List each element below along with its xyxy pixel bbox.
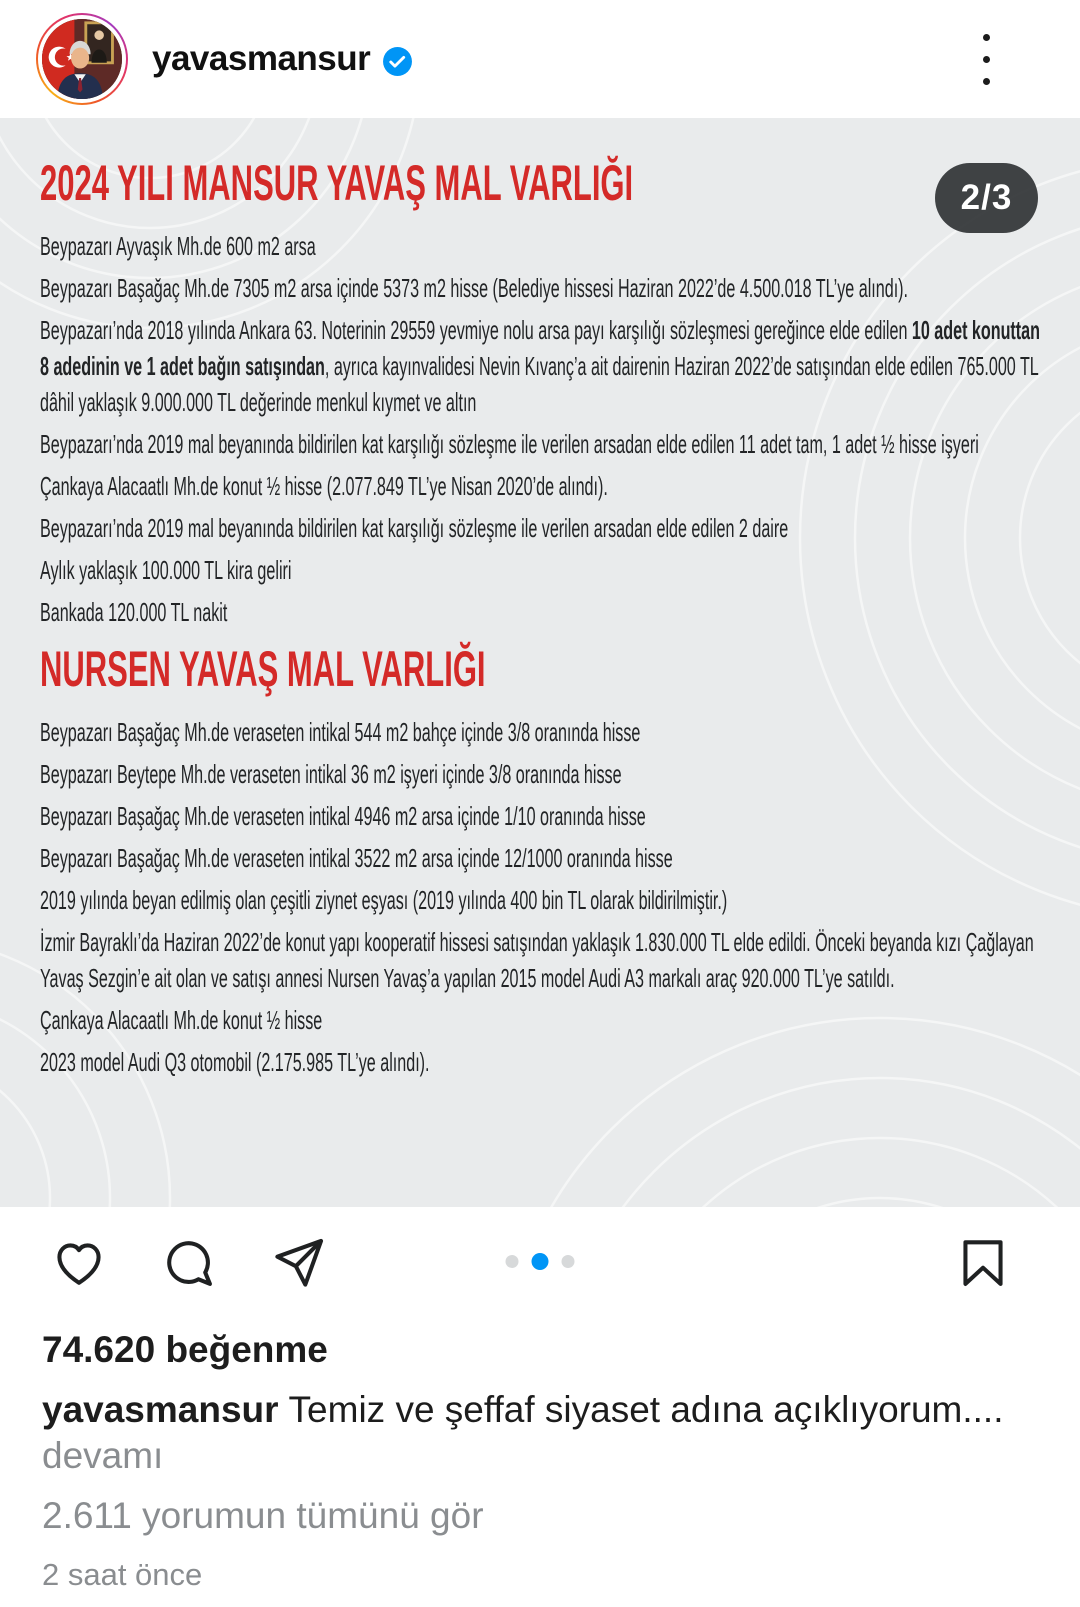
asset-line: Beypazarı Başağaç Mh.de 7305 m2 arsa içinde 5373 m2 hisse (Belediye hissesi Haziran 2022’de 4.500.018 TL’ye alındı). bbox=[40, 273, 909, 303]
carousel-dot-active bbox=[532, 1253, 549, 1270]
asset-line: Beypazarı Ayvaşık Mh.de 600 m2 arsa bbox=[40, 231, 316, 261]
asset-line: Beypazarı Başağaç Mh.de veraseten intikal 3522 m2 arsa içinde 12/1000 oranında hisse bbox=[40, 843, 673, 873]
asset-line: Çankaya Alacaatlı Mh.de konut ½ hisse (2.077.849 TL’ye Nisan 2020’de alındı). bbox=[40, 471, 608, 501]
username[interactable]: yavasmansur bbox=[152, 39, 371, 78]
comment-icon[interactable] bbox=[162, 1236, 216, 1290]
post-image-carousel-slide[interactable] bbox=[0, 118, 1080, 1207]
asset-line-text: , ayrıca kayınvalidesi Nevin Kıvanç’a ait dairenin Haziran 2022’de satışından elde edilen 765.000 TL dâhil yaklaşık 9.000.000 TL değerinde menkul kıymet ve altın bbox=[40, 351, 1039, 417]
dot bbox=[983, 78, 990, 85]
caption-more-link[interactable]: devamı bbox=[42, 1435, 164, 1476]
asset-line: Beypazarı Başağaç Mh.de veraseten intikal 4946 m2 arsa içinde 1/10 oranında hisse bbox=[40, 801, 646, 831]
view-comments-link[interactable]: 2.611 yorumun tümünü gör bbox=[42, 1495, 484, 1536]
asset-line bbox=[40, 312, 1040, 420]
carousel-page-badge: 2/3 bbox=[935, 163, 1038, 233]
timestamp: 2 saat önce bbox=[42, 1557, 203, 1592]
carousel-dot bbox=[562, 1255, 575, 1268]
asset-line: İzmir Bayraklı’da Haziran 2022’de konut yapı kooperatif hissesi satışından yaklaşık 1.830.000 TL elde edildi. Önceki beyanda kızı Çağlayan Yavaş Sezgin’e ait olan ve satışı annesi Nursen Yavaş’a yapılan 2015 model Audi A3 markalı araç 920.000 TL’ye satıldı. bbox=[40, 927, 1034, 993]
asset-line: Beypazarı Başağaç Mh.de veraseten intikal 544 m2 bahçe içinde 3/8 oranında hisse bbox=[40, 717, 641, 747]
section-title-nursen: NURSEN YAVAŞ MAL VARLIĞI bbox=[40, 641, 486, 697]
post-header bbox=[0, 0, 1080, 118]
section-title-mansur: 2024 YILI MANSUR YAVAŞ MAL VARLIĞI bbox=[40, 155, 634, 211]
asset-line: Beypazarı’nda 2019 mal beyanında bildirilen kat karşılığı sözleşme ile verilen arsadan elde edilen 2 daire bbox=[40, 513, 789, 543]
asset-line: Beypazarı’nda 2019 mal beyanında bildirilen kat karşılığı sözleşme ile verilen arsadan elde edilen 11 adet tam, 1 adet ½ hisse işyeri bbox=[40, 429, 979, 459]
asset-line-text: Beypazarı’nda 2018 yılında Ankara 63. Noterinin 29559 yevmiye nolu arsa payı karşılığı sözleşmesi gereğince elde edilen bbox=[40, 315, 912, 345]
caption-username[interactable]: yavasmansur bbox=[42, 1389, 279, 1430]
save-bookmark-icon[interactable] bbox=[956, 1236, 1010, 1290]
like-heart-icon[interactable] bbox=[52, 1236, 106, 1290]
action-bar bbox=[0, 1207, 1080, 1293]
likes-count[interactable]: 74.620 beğenme bbox=[42, 1329, 328, 1370]
avatar[interactable] bbox=[36, 13, 128, 105]
avatar-illustration bbox=[42, 19, 122, 99]
asset-line: Bankada 120.000 TL nakit bbox=[40, 597, 228, 627]
share-paper-plane-icon[interactable] bbox=[272, 1236, 326, 1290]
more-options-button[interactable] bbox=[973, 24, 1000, 95]
asset-line: Aylık yaklaşık 100.000 TL kira geliri bbox=[40, 555, 292, 585]
asset-line: Beypazarı Beytepe Mh.de veraseten intikal 36 m2 işyeri içinde 3/8 oranında hisse bbox=[40, 759, 622, 789]
dot bbox=[983, 56, 990, 63]
asset-line: 2023 model Audi Q3 otomobil (2.175.985 TL’ye alındı). bbox=[40, 1047, 430, 1077]
carousel-dots-indicator bbox=[506, 1253, 575, 1270]
caption-text: Temiz ve şeffaf siyaset adına açıklıyorum.... bbox=[288, 1389, 1004, 1430]
dot bbox=[983, 34, 990, 41]
avatar-photo bbox=[38, 15, 126, 103]
caption bbox=[42, 1387, 1038, 1479]
asset-line-bold-text: 10 adet konuttan 8 adedinin ve 1 adet bağın satışından bbox=[40, 315, 1040, 381]
declaration-document bbox=[40, 156, 1040, 1080]
asset-line: 2019 yılında beyan edilmiş olan çeşitli ziynet eşyası (2019 yılında 400 bin TL olarak bildirilmiştir.) bbox=[40, 885, 728, 915]
asset-line: Çankaya Alacaatlı Mh.de konut ½ hisse bbox=[40, 1005, 323, 1035]
verified-badge-icon bbox=[382, 46, 413, 77]
post-info bbox=[0, 1293, 1080, 1595]
carousel-dot bbox=[506, 1255, 519, 1268]
